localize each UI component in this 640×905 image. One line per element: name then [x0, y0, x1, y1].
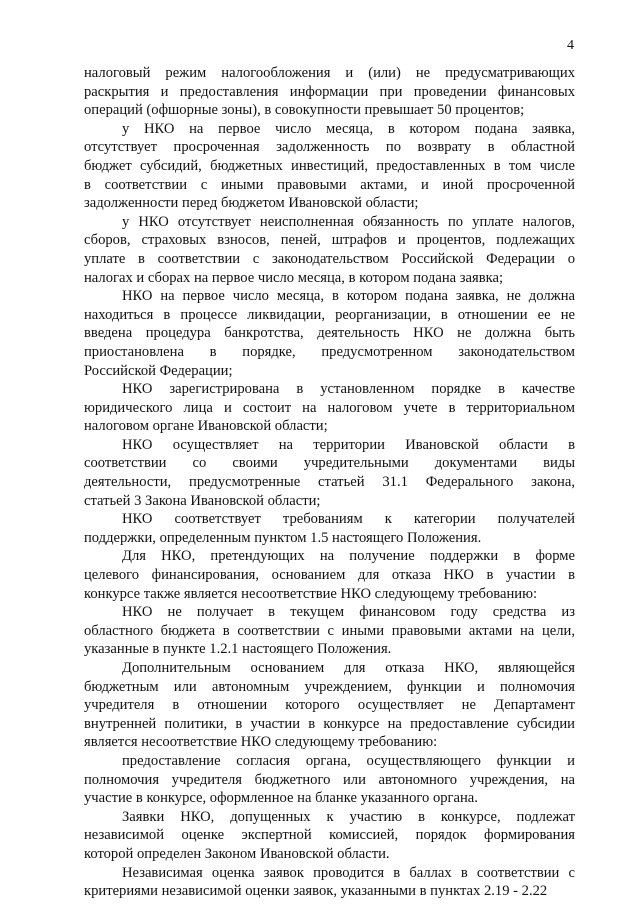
text-line: предоставление согласия органа, осуществляющего функции и — [122, 752, 575, 769]
text-line: целевого финансирования, основанием для отказа НКО в участии в — [84, 567, 575, 584]
text-line: указанные в пункте 1.2.1 настоящего Положения. — [84, 641, 392, 658]
text-line: полномочия учредителя бюджетного или автономного учреждения, на — [84, 771, 575, 788]
paragraph — [84, 752, 575, 808]
text-line: сборов, страховых взносов, пеней, штрафов и процентов, подлежащих — [84, 232, 575, 249]
text-line: областного бюджета в соответствии с иными правовыми актами на цели, — [84, 622, 575, 639]
text-line: деятельности, предусмотренные статьей 31.1 Федерального закона, — [84, 474, 575, 491]
text-line: Для НКО, претендующих на получение поддержки в форме — [122, 548, 575, 565]
page-number: 4 — [567, 38, 574, 53]
text-line: находиться в процессе ликвидации, реорганизации, в отношении ее не — [84, 306, 575, 323]
text-line: юридического лица и состоит на налоговом учете в территориальном — [84, 399, 575, 416]
text-line: поддержки, определенным пунктом 1.5 настоящего Положения. — [84, 529, 482, 546]
text-line: НКО осуществляет на территории Ивановской области в — [122, 436, 575, 453]
text-line: статьей 3 Закона Ивановской области; — [84, 492, 321, 509]
text-line: учредителя в отношении которого осуществляет не Департамент — [84, 697, 575, 714]
text-line: бюджет субсидий, бюджетных инвестиций, предоставленных в том числе — [84, 157, 575, 174]
paragraph — [84, 64, 575, 120]
text-line: у НКО отсутствует неисполненная обязанность по уплате налогов, — [122, 213, 575, 230]
text-line: у НКО на первое число месяца, в котором подана заявка, — [122, 120, 575, 137]
text-line: уплате в соответствии с законодательством Российской Федерации о — [84, 250, 575, 267]
document-body — [84, 64, 575, 901]
text-line: НКО соответствует требованиям к категории получателей — [122, 511, 575, 528]
text-line: Российской Федерации; — [84, 362, 233, 379]
text-line: налоговый режим налогообложения и (или) не предусматривающих — [84, 65, 575, 81]
text-line: введена процедура банкротства, деятельность НКО не должна быть — [84, 325, 575, 342]
paragraph — [84, 547, 575, 603]
text-line: НКО на первое число месяца, в котором подана заявка, не должна — [122, 288, 575, 305]
text-line: отсутствует просроченная задолженность по возврату в областной — [84, 139, 575, 156]
text-line: раскрытия и предоставления информации при проведении финансовых — [84, 83, 575, 100]
text-line: бюджетным или автономным учреждением, функции и полномочия — [84, 678, 575, 695]
text-line: критериями независимой оценки заявок, указанными в пунктах 2.19 - 2.22 — [84, 883, 548, 900]
paragraph — [84, 436, 575, 510]
paragraph — [84, 287, 575, 380]
paragraph — [84, 603, 575, 659]
text-line: налоговом органе Ивановской области; — [84, 418, 328, 435]
text-line: операций (офшорные зоны), в совокупности превышает 50 процентов; — [84, 102, 525, 119]
paragraph — [84, 659, 575, 752]
text-line: независимой оценке экспертной комиссией, порядок формирования — [84, 827, 575, 844]
text-line: которой определен Законом Ивановской области. — [84, 845, 390, 862]
text-line: Независимая оценка заявок проводится в баллах в соответствии с — [122, 864, 575, 881]
text-line: Заявки НКО, допущенных к участию в конкурсе, подлежат — [122, 808, 575, 825]
text-line: задолженности перед бюджетом Ивановской области; — [84, 195, 419, 212]
paragraph — [84, 380, 575, 436]
text-line: приостановлена в порядке, предусмотренном законодательством — [84, 343, 575, 360]
text-line: внутренней политики, в участии в конкурсе на предоставление субсидии — [84, 715, 575, 732]
text-line: в соответствии с иными правовыми актами, и иной просроченной — [84, 176, 575, 193]
paragraph — [84, 510, 575, 547]
text-line: соответствии со своими учредительными документами виды — [84, 455, 575, 472]
text-line: НКО зарегистрирована в установленном порядке в качестве — [122, 381, 575, 398]
text-line: НКО не получает в текущем финансовом году средства из — [122, 604, 575, 621]
paragraph — [84, 808, 575, 864]
paragraph — [84, 864, 575, 901]
text-line: Дополнительным основанием для отказа НКО, являющейся — [122, 660, 575, 676]
text-line: налогах и сборах на первое число месяца, в котором подана заявка; — [84, 269, 504, 286]
text-line: конкурсе также является несоответствие НКО следующему требованию: — [84, 585, 538, 602]
paragraph — [84, 120, 575, 213]
text-line: является несоответствие НКО следующему требованию: — [84, 734, 438, 751]
text-line: участие в конкурсе, оформленное на бланке указанного органа. — [84, 790, 478, 807]
paragraph — [84, 213, 575, 287]
